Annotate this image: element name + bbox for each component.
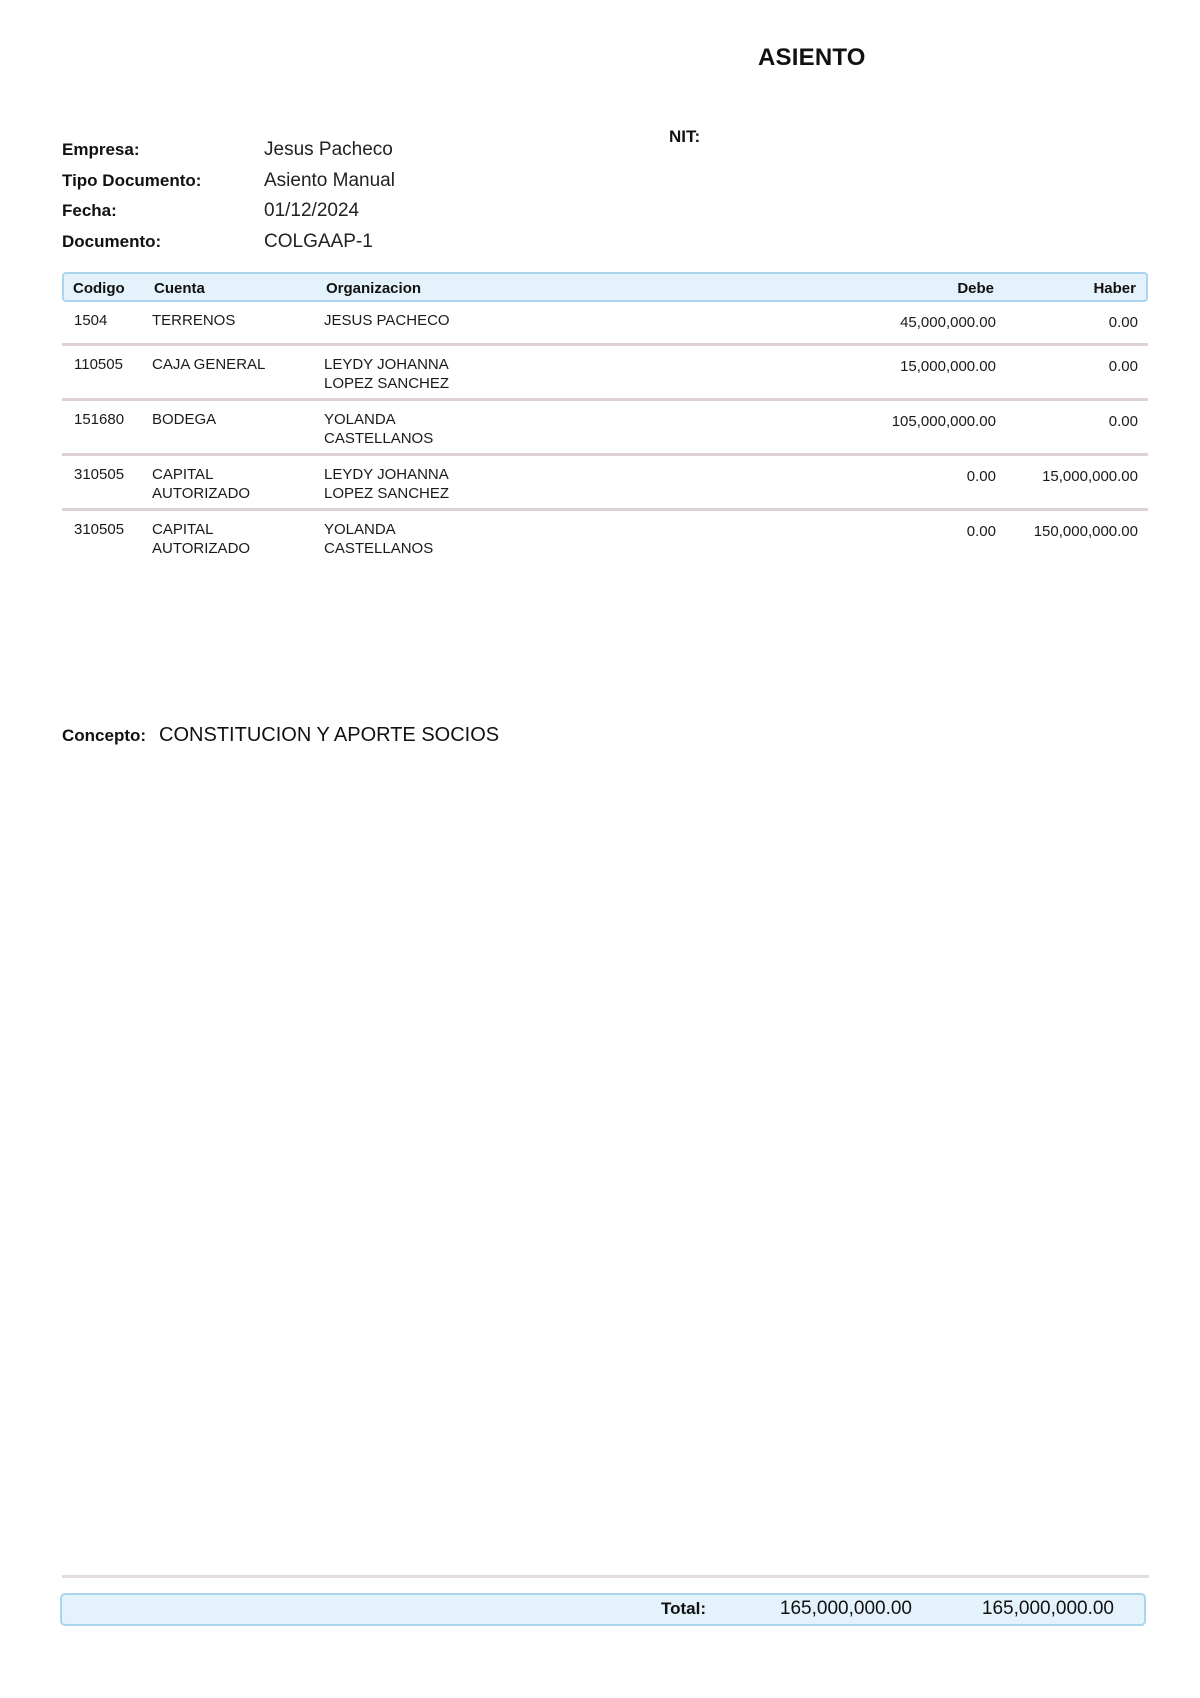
info-row-empresa: [62, 135, 395, 166]
info-row-fecha: [62, 196, 395, 227]
table-row: [62, 401, 1148, 456]
info-row-documento: [62, 227, 395, 258]
cell-organizacion: [324, 520, 474, 558]
concepto-value: CONSTITUCION Y APORTE SOCIOS: [159, 724, 500, 746]
header-debe: Debe: [957, 280, 994, 297]
cell-cuenta-line: BODEGA: [152, 411, 217, 428]
nit-label: NIT:: [669, 127, 701, 146]
empresa-value: Jesus Pacheco: [264, 139, 393, 161]
cell-organizacion: [324, 410, 474, 448]
entries-table: [62, 272, 1148, 566]
cell-cuenta-line: CAPITAL: [152, 521, 214, 538]
cell-cuenta: [152, 520, 302, 558]
cell-haber: 15,000,000.00: [1042, 468, 1138, 485]
cell-debe: 105,000,000.00: [891, 413, 996, 430]
cell-codigo: 1504: [74, 312, 108, 329]
concepto-label: Concepto:: [62, 726, 147, 745]
cell-cuenta: [152, 465, 302, 503]
table-row: [62, 302, 1148, 346]
total-debe: 165,000,000.00: [779, 1598, 912, 1619]
table-row: [62, 456, 1148, 511]
cell-cuenta: [152, 410, 302, 429]
empresa-label: Empresa:: [62, 140, 140, 160]
cell-codigo: 310505: [74, 466, 125, 483]
cell-organizacion-line: CASTELLANOS: [324, 430, 434, 447]
header-codigo: Codigo: [73, 280, 125, 297]
cell-organizacion-line: LEYDY JOHANNA: [324, 466, 449, 483]
cell-organizacion-line: JESUS PACHECO: [324, 312, 450, 329]
cell-haber: 0.00: [1108, 413, 1138, 430]
cell-cuenta-line: AUTORIZADO: [152, 540, 251, 557]
tipo-documento-label: Tipo Documento:: [62, 170, 202, 190]
cell-codigo: 110505: [74, 356, 123, 373]
cell-organizacion-line: YOLANDA: [324, 411, 396, 428]
tipo-documento-value: Asiento Manual: [264, 169, 395, 191]
cell-organizacion-line: LOPEZ SANCHEZ: [324, 375, 450, 392]
info-row-tipo-documento: [62, 166, 395, 197]
cell-debe: 0.00: [966, 468, 996, 485]
concepto: [62, 724, 499, 747]
header-organizacion: Organizacion: [326, 280, 422, 297]
cell-organizacion-line: LEYDY JOHANNA: [324, 356, 449, 373]
cell-debe: 45,000,000.00: [900, 314, 996, 331]
cell-cuenta-line: CAJA GENERAL: [152, 356, 266, 373]
footer-divider: [62, 1575, 1149, 1578]
fecha-value: 01/12/2024: [264, 200, 360, 222]
table-row: [62, 346, 1148, 401]
cell-organizacion-line: YOLANDA: [324, 521, 396, 538]
cell-organizacion: [324, 311, 474, 330]
cell-organizacion: [324, 355, 474, 393]
fecha-label: Fecha:: [62, 201, 117, 221]
cell-debe: 0.00: [966, 523, 996, 540]
cell-haber: 150,000,000.00: [1033, 523, 1138, 540]
total-haber: 165,000,000.00: [981, 1598, 1114, 1619]
cell-cuenta-line: TERRENOS: [152, 312, 236, 329]
header-haber: Haber: [1093, 280, 1136, 297]
table-row: [62, 511, 1148, 566]
cell-organizacion-line: CASTELLANOS: [324, 540, 434, 557]
documento-value: COLGAAP-1: [264, 230, 373, 252]
document-title: ASIENTO: [758, 44, 866, 71]
cell-cuenta-line: CAPITAL: [152, 466, 214, 483]
cell-cuenta: [152, 311, 302, 330]
documento-label: Documento:: [62, 231, 162, 251]
cell-codigo: 151680: [74, 411, 125, 428]
total-label: Total:: [661, 1599, 707, 1618]
cell-haber: 0.00: [1108, 358, 1138, 375]
cell-debe: 15,000,000.00: [900, 358, 996, 375]
cell-codigo: 310505: [74, 521, 125, 538]
totals-bar: [60, 1593, 1146, 1626]
header-cuenta: Cuenta: [154, 280, 205, 297]
cell-organizacion-line: LOPEZ SANCHEZ: [324, 485, 450, 502]
cell-organizacion: [324, 465, 474, 503]
table-header: [62, 272, 1148, 302]
document-info: [62, 135, 395, 257]
cell-cuenta-line: AUTORIZADO: [152, 485, 251, 502]
cell-cuenta: [152, 355, 302, 374]
cell-haber: 0.00: [1108, 314, 1138, 331]
